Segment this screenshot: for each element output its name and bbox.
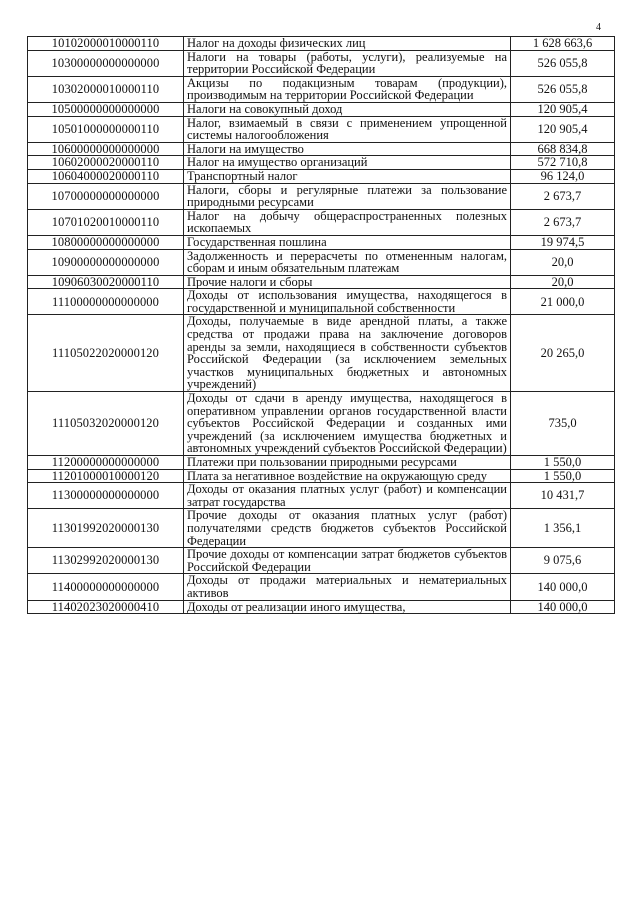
code-cell: 11300000000000000 (28, 483, 184, 509)
code-cell: 11400000000000000 (28, 574, 184, 600)
name-cell: Доходы, получаемые в виде арендной платы, а также средства от продажи права на заключение договоров аренды за земли, находящиеся в собственности субъектов Российской Федерации (за исключением земельных участков муниципальных бюджетных и автономных учреждений) (184, 315, 511, 392)
amount-cell: 140 000,0 (511, 600, 615, 614)
table-row (28, 235, 615, 249)
amount-cell: 20 265,0 (511, 315, 615, 392)
code-cell: 11100000000000000 (28, 289, 184, 315)
table-row (28, 102, 615, 116)
code-cell: 11105032020000120 (28, 392, 184, 456)
name-cell: Доходы от использования имущества, находящегося в государственной и муниципальной собственности (184, 289, 511, 315)
code-cell: 11105022020000120 (28, 315, 184, 392)
amount-cell: 20,0 (511, 275, 615, 289)
amount-cell: 21 000,0 (511, 289, 615, 315)
name-cell: Транспортный налог (184, 169, 511, 183)
table-row (28, 209, 615, 235)
code-cell: 11200000000000000 (28, 456, 184, 470)
code-cell: 11201000010000120 (28, 469, 184, 483)
code-cell: 11402023020000410 (28, 600, 184, 614)
amount-cell: 9 075,6 (511, 548, 615, 574)
table-row (28, 469, 615, 483)
name-cell: Налоги на товары (работы, услуги), реализуемые на территории Российской Федерации (184, 50, 511, 76)
code-cell: 10102000010000110 (28, 37, 184, 51)
name-cell: Плата за негативное воздействие на окружающую среду (184, 469, 511, 483)
amount-cell: 2 673,7 (511, 209, 615, 235)
table-row (28, 116, 615, 142)
table-row (28, 600, 615, 614)
name-cell: Акцизы по подакцизным товарам (продукции), производимым на территории Российской Федерации (184, 76, 511, 102)
amount-cell: 10 431,7 (511, 483, 615, 509)
code-cell: 10501000000000110 (28, 116, 184, 142)
amount-cell: 19 974,5 (511, 235, 615, 249)
code-cell: 10302000010000110 (28, 76, 184, 102)
name-cell: Задолженность и перерасчеты по отмененным налогам, сборам и иным обязательным платежам (184, 249, 511, 275)
code-cell: 10800000000000000 (28, 235, 184, 249)
name-cell: Государственная пошлина (184, 235, 511, 249)
amount-cell: 20,0 (511, 249, 615, 275)
amount-cell: 1 550,0 (511, 469, 615, 483)
table-row (28, 50, 615, 76)
table-row (28, 392, 615, 456)
table-row (28, 76, 615, 102)
table-row (28, 315, 615, 392)
table-row (28, 183, 615, 209)
revenue-table (27, 36, 615, 614)
amount-cell: 96 124,0 (511, 169, 615, 183)
code-cell: 11302992020000130 (28, 548, 184, 574)
table-row (28, 142, 615, 156)
name-cell: Налог на добычу общераспространенных полезных ископаемых (184, 209, 511, 235)
code-cell: 10600000000000000 (28, 142, 184, 156)
name-cell: Доходы от реализации иного имущества, (184, 600, 511, 614)
name-cell: Налог на имущество организаций (184, 156, 511, 170)
table-row (28, 574, 615, 600)
table-row (28, 249, 615, 275)
name-cell: Доходы от оказания платных услуг (работ) и компенсации затрат государства (184, 483, 511, 509)
table-row (28, 456, 615, 470)
name-cell: Прочие налоги и сборы (184, 275, 511, 289)
table-row (28, 275, 615, 289)
amount-cell: 120 905,4 (511, 102, 615, 116)
code-cell: 10300000000000000 (28, 50, 184, 76)
code-cell: 10602000020000110 (28, 156, 184, 170)
name-cell: Налог, взимаемый в связи с применением упрощенной системы налогообложения (184, 116, 511, 142)
amount-cell: 1 628 663,6 (511, 37, 615, 51)
table-row (28, 289, 615, 315)
table-row (28, 156, 615, 170)
name-cell: Прочие доходы от компенсации затрат бюджетов субъектов Российской Федерации (184, 548, 511, 574)
amount-cell: 668 834,8 (511, 142, 615, 156)
code-cell: 10701020010000110 (28, 209, 184, 235)
table-row (28, 509, 615, 548)
amount-cell: 735,0 (511, 392, 615, 456)
code-cell: 10500000000000000 (28, 102, 184, 116)
name-cell: Налоги на имущество (184, 142, 511, 156)
name-cell: Налог на доходы физических лиц (184, 37, 511, 51)
code-cell: 11301992020000130 (28, 509, 184, 548)
amount-cell: 572 710,8 (511, 156, 615, 170)
revenue-table-body (28, 37, 615, 614)
code-cell: 10700000000000000 (28, 183, 184, 209)
page-number: 4 (596, 22, 601, 33)
amount-cell: 1 356,1 (511, 509, 615, 548)
name-cell: Платежи при пользовании природными ресурсами (184, 456, 511, 470)
amount-cell: 526 055,8 (511, 50, 615, 76)
name-cell: Прочие доходы от оказания платных услуг (работ) получателями средств бюджетов субъектов Российской Федерации (184, 509, 511, 548)
code-cell: 10604000020000110 (28, 169, 184, 183)
amount-cell: 1 550,0 (511, 456, 615, 470)
code-cell: 10906030020000110 (28, 275, 184, 289)
name-cell: Доходы от продажи материальных и нематериальных активов (184, 574, 511, 600)
table-row (28, 169, 615, 183)
amount-cell: 140 000,0 (511, 574, 615, 600)
amount-cell: 526 055,8 (511, 76, 615, 102)
table-row (28, 37, 615, 51)
amount-cell: 2 673,7 (511, 183, 615, 209)
code-cell: 10900000000000000 (28, 249, 184, 275)
amount-cell: 120 905,4 (511, 116, 615, 142)
table-row (28, 483, 615, 509)
name-cell: Налоги, сборы и регулярные платежи за пользование природными ресурсами (184, 183, 511, 209)
table-row (28, 548, 615, 574)
name-cell: Налоги на совокупный доход (184, 102, 511, 116)
name-cell: Доходы от сдачи в аренду имущества, находящегося в оперативном управлении органов государственной власти субъектов Российской Федерации и созданных ими учреждений (за исключением имущества бюджетных и автономных учреждений субъектов Российской Федерации) (184, 392, 511, 456)
